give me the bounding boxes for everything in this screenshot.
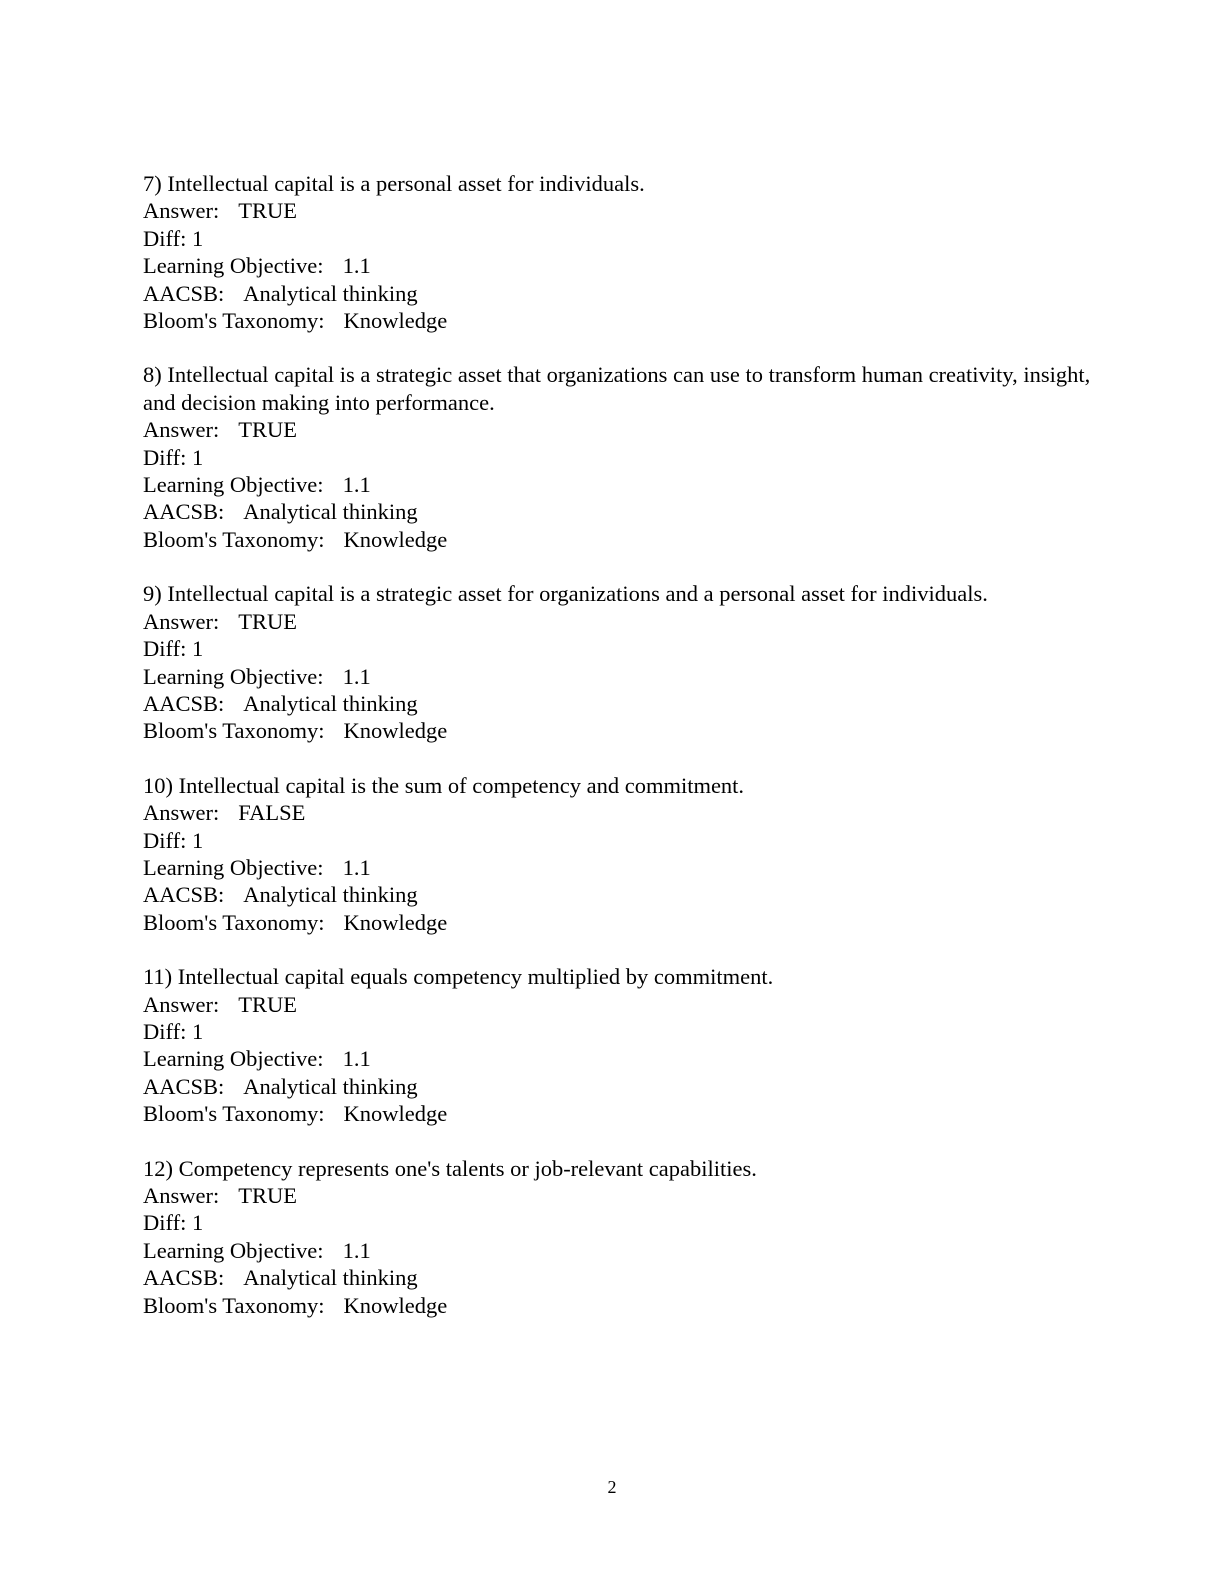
answer-value: TRUE: [238, 991, 297, 1017]
learning-objective-label: Learning Objective:: [143, 472, 324, 498]
bloom-line: [143, 307, 1103, 334]
answer-line: [143, 416, 1103, 443]
learning-objective-label: Learning Objective:: [143, 253, 324, 279]
answer-label: Answer:: [143, 198, 220, 224]
difficulty-line: Diff: 1: [143, 444, 204, 470]
aacsb-label: AACSB:: [143, 1265, 225, 1291]
learning-objective-label: Learning Objective:: [143, 854, 324, 880]
aacsb-label: AACSB:: [143, 882, 225, 908]
question-stem: 12) Competency represents one's talents or job-relevant capabilities.: [143, 1155, 757, 1181]
difficulty-line: Diff: 1: [143, 225, 204, 251]
learning-objective-line: [143, 252, 1103, 279]
aacsb-line: [143, 1264, 1103, 1291]
aacsb-value: Analytical thinking: [243, 690, 418, 716]
answer-label: Answer:: [143, 608, 220, 634]
bloom-value: Knowledge: [343, 1292, 448, 1318]
bloom-line: [143, 526, 1103, 553]
question-stem: 11) Intellectual capital equals competency multiplied by commitment.: [143, 964, 774, 990]
aacsb-line: [143, 498, 1103, 525]
bloom-value: Knowledge: [343, 718, 448, 744]
answer-label: Answer:: [143, 991, 220, 1017]
answer-value: TRUE: [238, 608, 297, 634]
learning-objective-value: 1.1: [342, 854, 371, 880]
aacsb-label: AACSB:: [143, 280, 225, 306]
learning-objective-value: 1.1: [342, 1046, 371, 1072]
bloom-label: Bloom's Taxonomy:: [143, 1101, 325, 1127]
aacsb-line: [143, 1073, 1103, 1100]
bloom-line: [143, 717, 1103, 744]
aacsb-line: [143, 881, 1103, 908]
question-stem: 7) Intellectual capital is a personal asset for individuals.: [143, 171, 645, 196]
bloom-label: Bloom's Taxonomy:: [143, 909, 325, 935]
learning-objective-label: Learning Objective:: [143, 1046, 324, 1072]
difficulty-line: Diff: 1: [143, 827, 204, 853]
aacsb-value: Analytical thinking: [243, 499, 418, 525]
aacsb-label: AACSB:: [143, 690, 225, 716]
aacsb-value: Analytical thinking: [243, 1265, 418, 1291]
learning-objective-line: [143, 663, 1103, 690]
question-item-10: [143, 772, 1103, 936]
answer-line: [143, 197, 1103, 224]
question-stem: 10) Intellectual capital is the sum of competency and commitment.: [143, 772, 745, 798]
question-item-11: [143, 963, 1103, 1127]
answer-value: TRUE: [238, 1183, 297, 1208]
bloom-line: [143, 1100, 1103, 1127]
bloom-label: Bloom's Taxonomy:: [143, 308, 325, 334]
question-item-9: [143, 580, 1103, 744]
aacsb-label: AACSB:: [143, 499, 225, 525]
answer-label: Answer:: [143, 417, 220, 443]
bloom-value: Knowledge: [343, 526, 448, 552]
aacsb-value: Analytical thinking: [243, 280, 418, 306]
learning-objective-line: [143, 854, 1103, 881]
question-item-8: [143, 361, 1103, 553]
bloom-value: Knowledge: [343, 308, 448, 334]
answer-label: Answer:: [143, 1183, 220, 1208]
bloom-label: Bloom's Taxonomy:: [143, 1292, 325, 1318]
answer-value: TRUE: [238, 198, 297, 224]
aacsb-value: Analytical thinking: [243, 882, 418, 908]
bloom-line: [143, 909, 1103, 936]
difficulty-line: Diff: 1: [143, 636, 204, 662]
aacsb-line: [143, 280, 1103, 307]
learning-objective-value: 1.1: [342, 1237, 371, 1263]
bloom-label: Bloom's Taxonomy:: [143, 718, 325, 744]
difficulty-line: Diff: 1: [143, 1210, 204, 1236]
aacsb-line: [143, 690, 1103, 717]
bloom-value: Knowledge: [343, 1101, 448, 1127]
answer-value: TRUE: [238, 417, 297, 443]
learning-objective-value: 1.1: [342, 472, 371, 498]
learning-objective-line: [143, 471, 1103, 498]
answer-label: Answer:: [143, 800, 220, 826]
learning-objective-value: 1.1: [342, 253, 371, 279]
answer-line: [143, 1182, 1103, 1209]
answer-line: [143, 991, 1103, 1018]
page-number: 2: [607, 1477, 617, 1497]
question-stem: 9) Intellectual capital is a strategic asset for organizations and a personal asset for individuals.: [143, 581, 988, 607]
bloom-value: Knowledge: [343, 909, 448, 935]
learning-objective-line: [143, 1237, 1103, 1264]
answer-value: FALSE: [238, 800, 306, 826]
question-item-7: [143, 170, 1103, 334]
aacsb-value: Analytical thinking: [243, 1073, 418, 1099]
answer-line: [143, 799, 1103, 826]
answer-line: [143, 608, 1103, 635]
learning-objective-value: 1.1: [342, 663, 371, 689]
bloom-label: Bloom's Taxonomy:: [143, 526, 325, 552]
learning-objective-line: [143, 1045, 1103, 1072]
difficulty-line: Diff: 1: [143, 1018, 204, 1044]
question-item-12: [143, 1155, 1103, 1319]
bloom-line: [143, 1292, 1103, 1319]
learning-objective-label: Learning Objective:: [143, 1237, 324, 1263]
question-stem: 8) Intellectual capital is a strategic asset that organizations can use to transform human creativity, insight, and decision making into performance.: [143, 362, 1096, 415]
learning-objective-label: Learning Objective:: [143, 663, 324, 689]
question-list: [143, 170, 1103, 1346]
aacsb-label: AACSB:: [143, 1073, 225, 1099]
